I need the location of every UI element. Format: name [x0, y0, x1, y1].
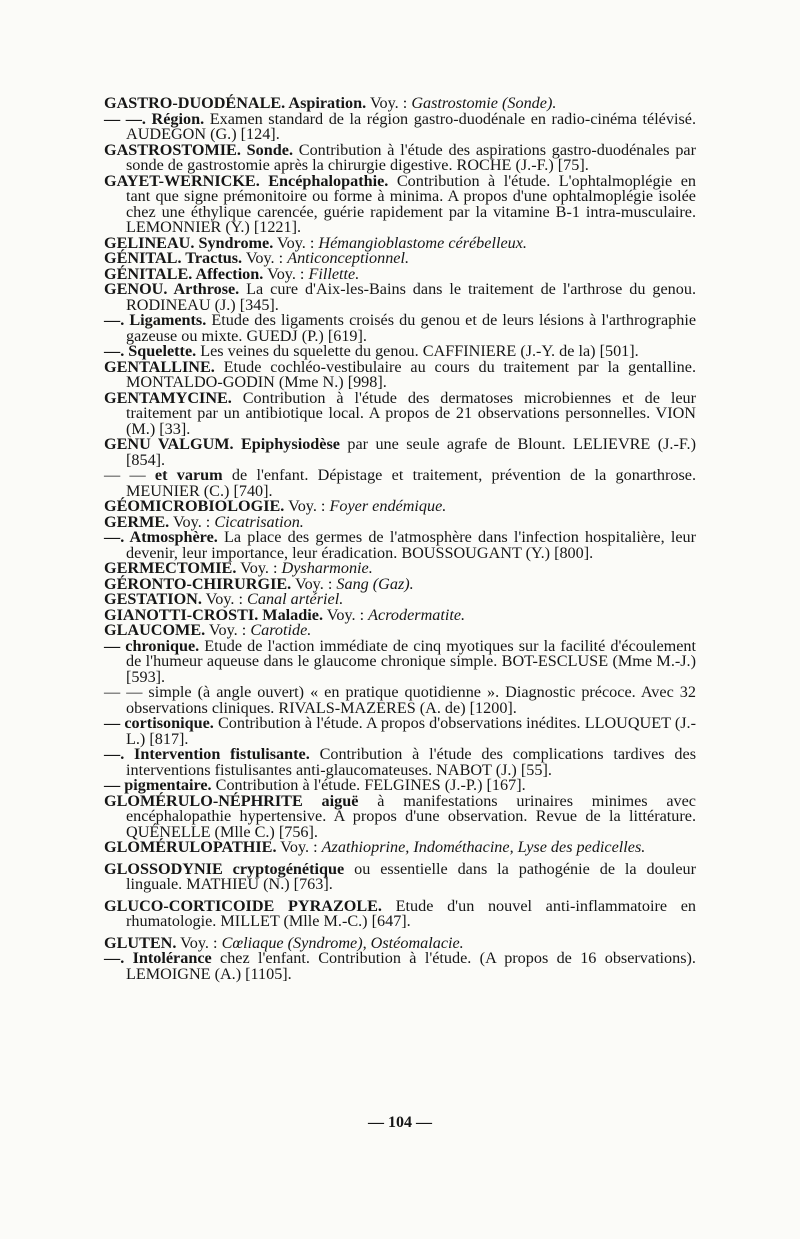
entry-text: de l'enfant. Dépistage et traitement, prévention de la gonarthrose. MEUNIER (C.) [740].: [126, 466, 696, 500]
entry-cross-reference: Sang (Gaz).: [336, 574, 414, 593]
entry-heading: GERMECTOMIE.: [104, 559, 237, 577]
entry-heading: — pigmentaire.: [104, 776, 212, 794]
entry-text: Contribution à l'étude des dermatoses microbiennes et de leur traitement par un antibiotique local. A propos de 21 observations personnelles. VION (M.) [33].: [126, 388, 696, 438]
entry-heading: —. Ligaments.: [104, 311, 207, 329]
entry-heading: GLUTEN.: [104, 933, 177, 952]
entry-heading: GLAUCOME.: [104, 621, 206, 639]
index-entry: [104, 282, 696, 313]
entry-heading: —. Squelette.: [104, 342, 197, 360]
entry-heading: —. Intolérance: [104, 949, 212, 967]
entry-text: ou essentielle dans la pathogénie de la douleur linguale. MATHIEU (N.) [763].: [126, 859, 696, 893]
index-entry: [104, 313, 696, 344]
index-entry: [104, 357, 696, 391]
entry-heading: —. Intervention fistulisante.: [104, 745, 310, 763]
entry-heading: GLOMÉRULOPATHIE.: [104, 838, 277, 856]
entry-text: — —: [104, 466, 155, 484]
entry-cross-reference: Anticonceptionnel.: [287, 249, 410, 267]
entry-cross-reference: Acrodermatite.: [368, 605, 466, 624]
entry-text: chez l'enfant. Contribution à l'étude. (A propos de 16 observations). LEMOIGNE (A.) [1105].: [126, 949, 696, 983]
entry-text: à manifestations urinaires minimes avec encéphalopathie hypertensive. A propos d'une observation. Revue de la littérature. QUÉNELLE (Mlle C.) [756].: [126, 791, 696, 841]
entry-text: Les veines du squelette du genou. CAFFINIERE (J.-Y. de la) [501].: [196, 342, 639, 360]
entry-text: Voy. :: [273, 233, 319, 252]
entry-text: La place des germes de l'atmosphère dans l'infection hospitalière, leur devenir, leur importance, leur éradication. BOUSSOUGANT (Y.) [800].: [126, 528, 696, 562]
entry-text: Voy. :: [205, 621, 251, 639]
index-entry: [104, 140, 696, 174]
entry-text: Voy. :: [366, 94, 412, 112]
entry-heading: — cortisonique.: [104, 714, 214, 732]
entry-heading: GENTAMYCINE.: [104, 388, 232, 407]
entry-heading: GIANOTTI-CROSTI. Maladie.: [104, 605, 324, 624]
entry-text: Etude cochléo-vestibulaire au cours du traitement par la gentalline. MONTALDO-GODIN (Mme N.) [998].: [126, 357, 696, 391]
entry-text: Etude de l'action immédiate de cinq myotiques sur la facilité d'écoulement de l'humeur aqueuse dans le glaucome chronique simple. BOT-ESCLUSE (Mme M.-J.) [593].: [126, 636, 696, 686]
entry-text: Etude d'un nouvel anti-inflammatoire en rhumatologie. MILLET (Mlle M.-C.) [647].: [126, 896, 696, 930]
entry-heading: GERME.: [104, 512, 170, 531]
entry-text: Voy. :: [176, 933, 222, 952]
entry-text: La cure d'Aix-les-Bains dans le traitement de l'arthrose du genou. RODINEAU (J.) [345].: [126, 280, 696, 314]
entry-heading: GASTRO-DUODÉNALE. Aspiration.: [104, 94, 367, 112]
entry-heading: et varum: [154, 466, 223, 484]
entry-cross-reference: Cicatrisation.: [214, 512, 304, 531]
entry-heading: GÉNITALE. Affection.: [104, 264, 264, 283]
entry-text: Contribution à l'étude. FELGINES (J.-P.) [167].: [211, 776, 526, 794]
index-entry: [104, 747, 696, 778]
entry-cross-reference: Carotide.: [250, 621, 312, 639]
entry-heading: GENOU. Arthrose.: [104, 280, 240, 298]
entry-cross-reference: Dysharmonie.: [281, 559, 373, 577]
index-entry: [104, 716, 696, 747]
entry-text: Contribution à l'étude. L'ophtalmoplégie en tant que signe prémonitoire ou forme à minima. A propos d'une ophtalmoplégie isolée chez une éthylique carencée, guérie rapidement par la vitamine B-1 intra-musculaire. LEMONNIER (Y.) [1221].: [126, 171, 696, 236]
index-entry: [104, 530, 696, 561]
index-entry: [104, 468, 696, 499]
entry-text: Voy. :: [284, 497, 330, 515]
entry-heading: GAYET-WERNICKE. Encéphalopathie.: [104, 171, 389, 190]
entry-cross-reference: Hémangioblastome cérébelleux.: [318, 233, 527, 252]
index-entry: [104, 791, 696, 841]
entry-cross-reference: Foyer endémique.: [329, 497, 447, 515]
index-entry: [104, 859, 696, 893]
entry-heading: GENTALLINE.: [104, 357, 215, 376]
index-entry: [104, 636, 696, 686]
index-entry: [104, 437, 696, 468]
entry-text: par une seule agrafe de Blount. LELIEVRE (J.-F.) [854].: [126, 435, 696, 469]
entry-heading: GÉNITAL. Tractus.: [104, 249, 243, 267]
index-entry: [104, 685, 696, 716]
entry-text: Voy. :: [236, 559, 282, 577]
index-entry: [104, 109, 696, 143]
entry-heading: GLOSSODYNIE cryptogénétique: [104, 859, 345, 878]
entry-heading: GESTATION.: [104, 590, 202, 608]
entry-cross-reference: Canal artériel.: [247, 590, 344, 608]
entry-text: Contribution à l'étude des aspirations gastro-duodénales par sonde de gastrostomie après la chirurgie digestive. ROCHE (J.-F.) [75].: [126, 140, 696, 174]
index-entry: [104, 388, 696, 438]
entry-text: Examen standard de la région gastro-duodénale en radio-cinéma télévisé. AUDEGON (G.) [124].: [126, 109, 696, 143]
entry-heading: GASTROSTOMIE. Sonde.: [104, 140, 293, 159]
entry-cross-reference: Cœliaque (Syndrome), Ostéomalacie.: [221, 933, 464, 952]
entry-text: Voy. :: [242, 249, 288, 267]
entry-cross-reference: Azathioprine, Indométhacine, Lyse des pedicelles.: [321, 838, 646, 856]
entry-text: Voy. :: [291, 574, 337, 593]
entry-text: Etude des ligaments croisés du genou et de leurs lésions à l'arthrographie gazeuse ou mixte. GUEDJ (P.) [619].: [126, 311, 697, 345]
entry-heading: GENU VALGUM. Epiphysiodèse: [104, 435, 340, 453]
entry-heading: GÉOMICROBIOLOGIE.: [104, 497, 285, 515]
page-number: — 104 —: [368, 1114, 432, 1131]
index-entry: [104, 896, 696, 930]
entry-text: Voy. :: [201, 590, 248, 608]
entry-cross-reference: Fillette.: [308, 264, 360, 283]
entry-heading: —. Atmosphère.: [104, 528, 218, 546]
entry-text: Voy. :: [323, 605, 369, 624]
entry-heading: GÉRONTO-CHIRURGIE.: [104, 574, 292, 593]
entry-text: Voy. :: [169, 512, 215, 531]
entry-heading: — —. Région.: [104, 109, 205, 128]
entry-heading: GLOMÉRULO-NÉPHRITE aiguë: [104, 791, 359, 810]
entry-cross-reference: Gastrostomie (Sonde).: [411, 94, 557, 112]
entry-text: — — simple (à angle ouvert) « en pratique quotidienne ». Diagnostic précoce. Avec 32 observations cliniques. RIVALS-MAZERES (A. de) [1200].: [104, 683, 696, 717]
index-entry: [104, 951, 696, 982]
index-entry: [104, 840, 696, 856]
entry-text: Contribution à l'étude des complications tardives des interventions fistulisantes anti-glaucomateuses. NABOT (J.) [55].: [126, 745, 696, 779]
index-entry: [104, 171, 696, 236]
entry-heading: GLUCO-CORTICOIDE PYRAZOLE.: [104, 896, 382, 915]
entry-text: Voy. :: [263, 264, 309, 283]
entry-text: Contribution à l'étude. A propos d'observations inédites. LLOUQUET (J.-L.) [817].: [126, 714, 696, 748]
entry-heading: GELINEAU. Syndrome.: [104, 233, 274, 252]
entry-heading: — chronique.: [104, 636, 200, 655]
index-page: [104, 96, 696, 982]
entry-text: Voy. :: [276, 838, 322, 856]
